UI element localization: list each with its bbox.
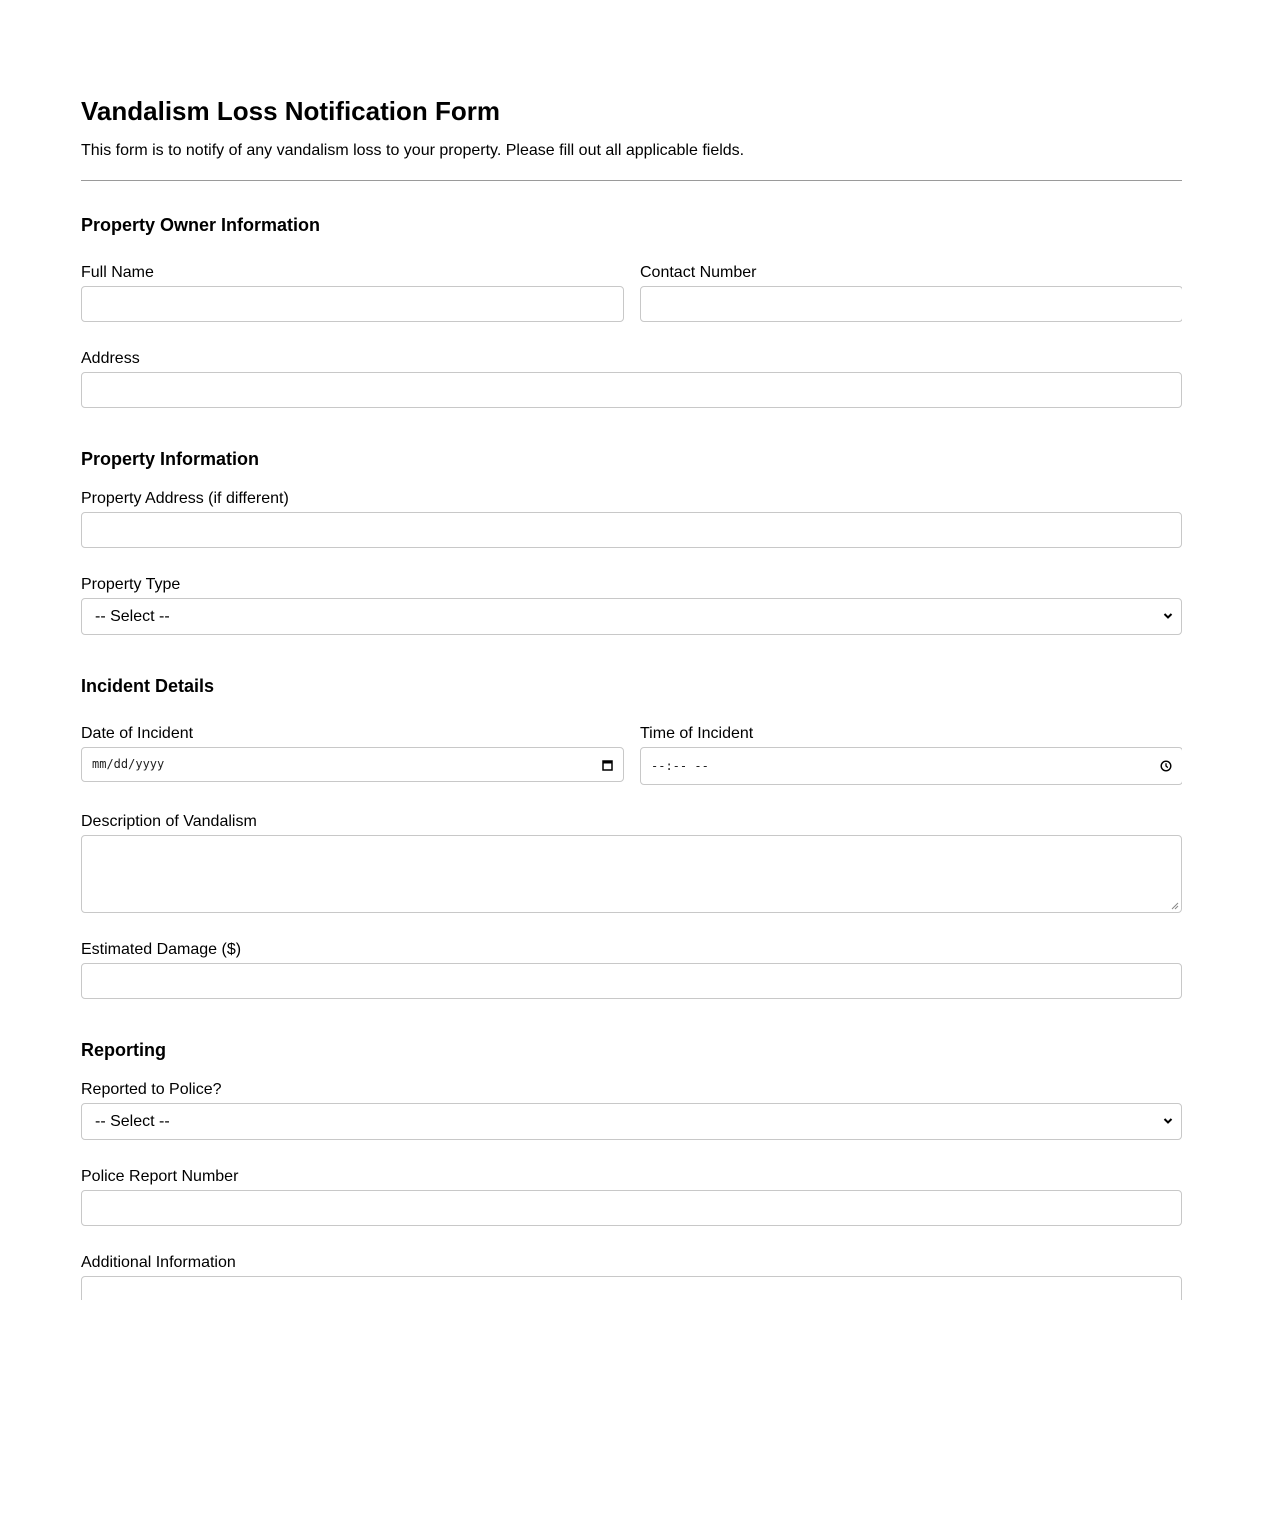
chevron-down-icon	[1163, 1116, 1173, 1126]
date-input[interactable]	[81, 747, 624, 782]
report-number-label: Police Report Number	[81, 1168, 239, 1185]
property-type-select[interactable]	[81, 598, 1182, 635]
contact-number-label: Contact Number	[640, 264, 757, 281]
address-input[interactable]	[81, 372, 1182, 408]
calendar-icon[interactable]	[602, 759, 613, 771]
date-label: Date of Incident	[81, 725, 194, 742]
section-heading-property: Property Information	[81, 449, 260, 469]
clock-icon[interactable]	[1160, 760, 1172, 772]
police-select[interactable]	[81, 1103, 1182, 1140]
description-textarea[interactable]	[81, 835, 1182, 913]
damage-input[interactable]	[81, 963, 1182, 999]
police-selected: -- Select --	[95, 1113, 170, 1130]
divider	[81, 180, 1182, 181]
time-label: Time of Incident	[640, 725, 754, 742]
additional-info-label: Additional Information	[81, 1254, 236, 1271]
contact-number-input[interactable]	[640, 286, 1182, 322]
time-input[interactable]	[640, 747, 1182, 785]
address-label: Address	[81, 350, 140, 367]
date-placeholder: mm/dd/yyyy	[92, 757, 165, 771]
resize-handle-icon[interactable]	[1171, 902, 1179, 910]
description-label: Description of Vandalism	[81, 813, 257, 830]
page-title: Vandalism Loss Notification Form	[81, 96, 500, 126]
time-placeholder: --:-- --	[651, 759, 709, 773]
full-name-input[interactable]	[81, 286, 624, 322]
property-type-selected: -- Select --	[95, 608, 170, 625]
property-type-label: Property Type	[81, 576, 181, 593]
vandalism-form	[81, 0, 1182, 1300]
section-heading-incident: Incident Details	[81, 676, 215, 696]
damage-label: Estimated Damage ($)	[81, 941, 242, 958]
form-intro: This form is to notify of any vandalism loss to your property. Please fill out all applicable fields.	[81, 142, 745, 159]
chevron-down-icon	[1163, 611, 1173, 621]
additional-info-textarea[interactable]	[81, 1276, 1182, 1300]
section-heading-reporting: Reporting	[81, 1040, 166, 1060]
property-address-label: Property Address (if different)	[81, 490, 289, 507]
report-number-input[interactable]	[81, 1190, 1182, 1226]
section-heading-owner: Property Owner Information	[81, 215, 321, 235]
police-label: Reported to Police?	[81, 1081, 222, 1098]
property-address-input[interactable]	[81, 512, 1182, 548]
full-name-label: Full Name	[81, 264, 154, 281]
